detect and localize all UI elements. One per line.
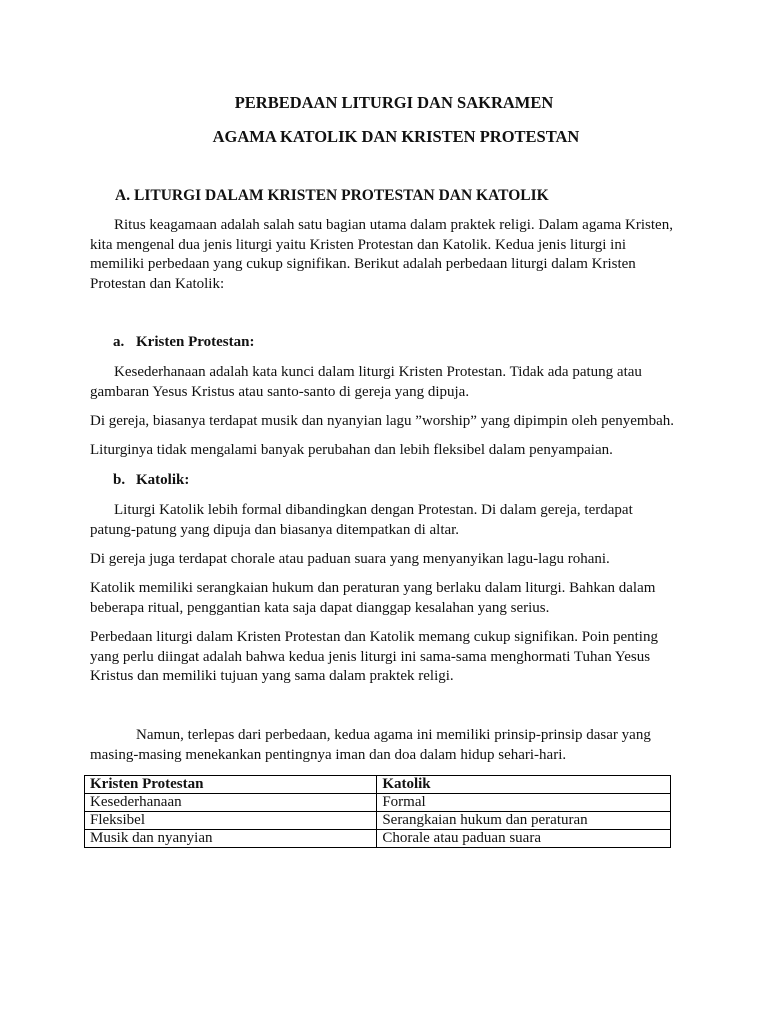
subsection-katolik-title: Katolik: — [136, 472, 190, 488]
paragraph-line: gambaran Yesus Kristus atau santo-santo di gereja yang dipuja. — [90, 383, 470, 400]
paragraph-line: memiliki perbedaan yang cukup signifikan. Berikut adalah perbedaan liturgi dalam Kristen — [90, 256, 636, 272]
subsection-protestan-title: Kristen Protestan: — [136, 334, 255, 350]
section-a-heading — [115, 187, 549, 205]
section-a-title: LITURGI DALAM KRISTEN PROTESTAN DAN KATOLIK — [134, 187, 549, 204]
table-cell: Chorale atau paduan suara — [377, 830, 671, 848]
paragraph-line: Namun, terlepas dari perbedaan, kedua agama ini memiliki prinsip-prinsip dasar yang — [136, 727, 651, 743]
protestan-paragraph-2 — [90, 412, 690, 432]
paragraph-line: Di gereja, biasanya terdapat musik dan nyanyian lagu ”worship” yang dipimpin oleh penyembah. — [90, 413, 674, 429]
paragraph-line: Liturgi Katolik lebih formal dibandingkan dengan Protestan. Di dalam gereja, terdapat — [114, 502, 633, 518]
subsection-katolik-number: b. — [113, 472, 126, 488]
comparison-table — [84, 775, 671, 848]
katolik-paragraph-3 — [90, 579, 690, 618]
paragraph-line: masing-masing menekankan pentingnya iman dan doa dalam hidup sehari-hari. — [90, 746, 567, 763]
table-cell: Serangkaian hukum dan peraturan — [377, 812, 671, 830]
table-header-row — [85, 776, 671, 794]
paragraph-line: Kristus dan memiliki tujuan yang sama dalam praktek religi. — [90, 668, 454, 684]
table-header-cell: Katolik — [377, 776, 671, 794]
table-row — [85, 794, 671, 812]
katolik-paragraph-1 — [90, 501, 690, 540]
table-cell: Formal — [377, 794, 671, 812]
paragraph-line: Kesederhanaan adalah kata kunci dalam liturgi Kristen Protestan. Tidak ada patung atau — [114, 364, 642, 380]
paragraph-line: Di gereja juga terdapat chorale atau paduan suara yang menyanyikan lagu-lagu rohani. — [90, 551, 610, 567]
paragraph-line: kita mengenal dua jenis liturgi yaitu Kristen Protestan dan Katolik. Kedua jenis liturgi ini — [90, 236, 627, 253]
table-cell: Musik dan nyanyian — [85, 830, 377, 848]
table-row — [85, 812, 671, 830]
paragraph-line: yang perlu diingat adalah bahwa kedua jenis liturgi ini sama-sama menghormati Tuhan Yesus — [90, 648, 651, 665]
paragraph-line: Liturginya tidak mengalami banyak perubahan dan lebih fleksibel dalam penyampaian. — [90, 442, 613, 458]
protestan-paragraph-1 — [90, 363, 690, 402]
table-header-cell: Kristen Protestan — [85, 776, 377, 794]
table-cell: Fleksibel — [85, 812, 377, 830]
section-a-intro-paragraph — [90, 216, 690, 294]
table-row — [85, 830, 671, 848]
closing-paragraph — [90, 726, 690, 765]
paragraph-line: Katolik memiliki serangkaian hukum dan peraturan yang berlaku dalam liturgi. Bahkan dalam — [90, 580, 656, 596]
subsection-protestan-heading — [113, 334, 254, 351]
section-a-number: A. — [115, 187, 131, 204]
katolik-paragraph-4 — [90, 628, 690, 687]
paragraph-line: Protestan dan Katolik: — [90, 275, 225, 292]
protestan-paragraph-3 — [90, 441, 690, 461]
document-title-line1: PERBEDAAN LITURGI DAN SAKRAMEN — [234, 93, 554, 112]
document-title-line2: AGAMA KATOLIK DAN KRISTEN PROTESTAN — [212, 127, 580, 146]
subsection-katolik-heading — [113, 472, 189, 489]
table-cell: Kesederhanaan — [85, 794, 377, 812]
katolik-paragraph-2 — [90, 550, 690, 570]
paragraph-line: Perbedaan liturgi dalam Kristen Protestan dan Katolik memang cukup signifikan. Poin penting — [90, 629, 658, 645]
subsection-protestan-number: a. — [113, 334, 125, 350]
paragraph-line: beberapa ritual, penggantian kata saja dapat dianggap kesalahan yang serius. — [90, 599, 550, 616]
paragraph-line: patung-patung yang dipuja dan biasanya ditempatkan di altar. — [90, 521, 460, 538]
paragraph-line: Ritus keagamaan adalah salah satu bagian utama dalam praktek religi. Dalam agama Kristen, — [114, 217, 673, 233]
